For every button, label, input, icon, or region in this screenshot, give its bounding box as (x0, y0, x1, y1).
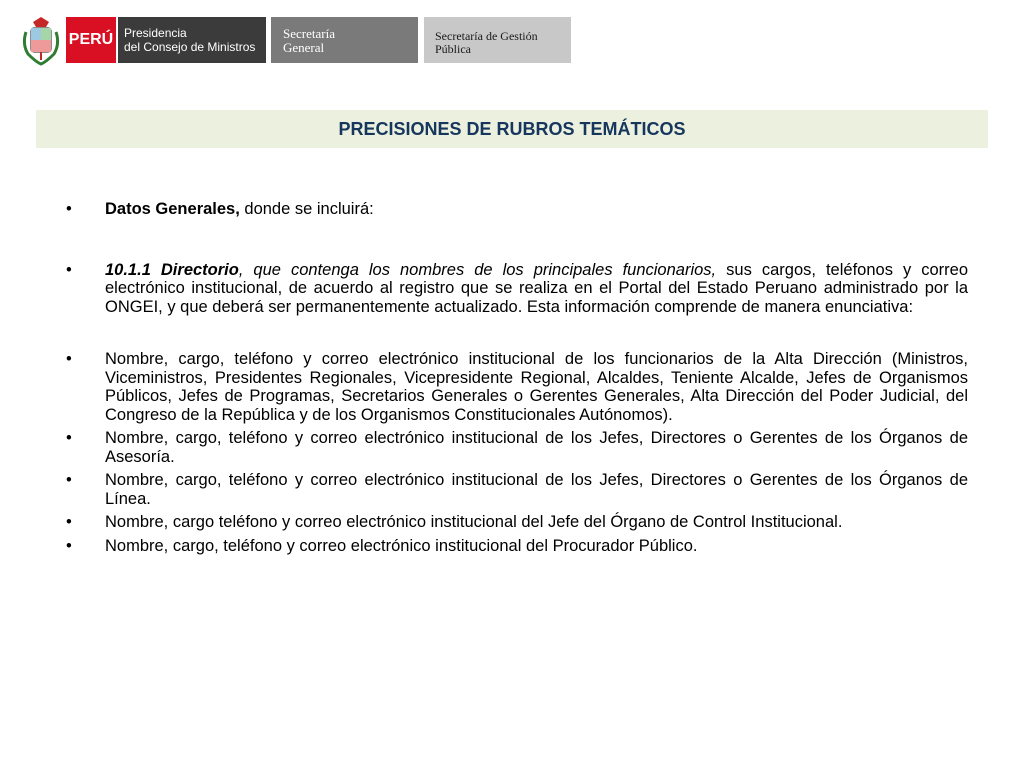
item-bold-italic: 10.1.1 Directorio (105, 260, 239, 279)
bullet: • (66, 536, 72, 555)
header-logos (0, 0, 1024, 80)
bullet: • (66, 200, 72, 218)
item-text: Nombre, cargo, teléfono y correo electrónico institucional de los Jefes, Directores o Gerentes de los Órganos de Asesoría. (105, 429, 968, 466)
secretaria-general-box (271, 17, 418, 63)
sgp-line1: Secretaría de Gestión (435, 29, 538, 43)
item-text: Nombre, cargo, teléfono y correo electrónico institucional de los Jefes, Directores o Gerentes de los Órganos de Línea. (105, 471, 968, 508)
content-list (60, 200, 968, 555)
list-item (60, 429, 968, 466)
pcm-line1: Presidencia (124, 26, 187, 40)
item-italic: , que contenga los nombres de los principales funcionarios, (238, 260, 717, 279)
sg-line2: General (283, 40, 325, 55)
item-text: Nombre, cargo, teléfono y correo electrónico institucional del Procurador Público. (105, 536, 698, 555)
list-item (60, 200, 968, 219)
bullet: • (66, 350, 72, 368)
item-bold: Datos Generales, (105, 200, 240, 218)
list-item (60, 350, 968, 424)
bullet: • (66, 513, 72, 531)
list-item (60, 261, 968, 317)
coat-of-arms-icon (18, 14, 64, 66)
item-text: Nombre, cargo, teléfono y correo electrónico institucional de los funcionarios de la Alta Dirección (Ministros, Viceministros, Presidentes Regionales, Vicepresidente Regional, Alcaldes, Teniente Alcalde, Jefes de Organismos Públicos, Jefes de Programas, Secretarios Generales o Gerentes Generales, Alta Dirección del Poder Judicial, del Congreso de la República y de los Organismos Constitucionales Autónomos). (105, 350, 968, 424)
bullet: • (66, 429, 72, 447)
secretaria-gestion-publica-box (424, 17, 571, 63)
pcm-logo-box (118, 17, 266, 63)
page-title: PRECISIONES DE RUBROS TEMÁTICOS (338, 118, 686, 139)
peru-logo-box (66, 17, 116, 63)
peru-label: PERÚ (68, 31, 114, 48)
sg-line1: Secretaría (283, 26, 335, 41)
list-item (60, 513, 968, 532)
bullet: • (66, 471, 72, 489)
pcm-line2: del Consejo de Ministros (124, 40, 256, 54)
item-text: sus cargos, teléfonos y correo electrónico institucional, de acuerdo al registro que se realiza en el Portal del Estado Peruano administrado por la ONGEI, y que deberá ser permanentemente actualizado. Esta información comprende de manera enunciativa: (105, 260, 968, 316)
sgp-line2: Pública (435, 42, 471, 56)
list-item (60, 537, 968, 556)
item-text: Nombre, cargo teléfono y correo electrónico institucional del Jefe del Órgano de Control Institucional. (105, 513, 843, 531)
title-bar (36, 110, 988, 148)
item-text: donde se incluirá: (239, 200, 374, 218)
bullet: • (66, 260, 72, 279)
list-item (60, 471, 968, 508)
